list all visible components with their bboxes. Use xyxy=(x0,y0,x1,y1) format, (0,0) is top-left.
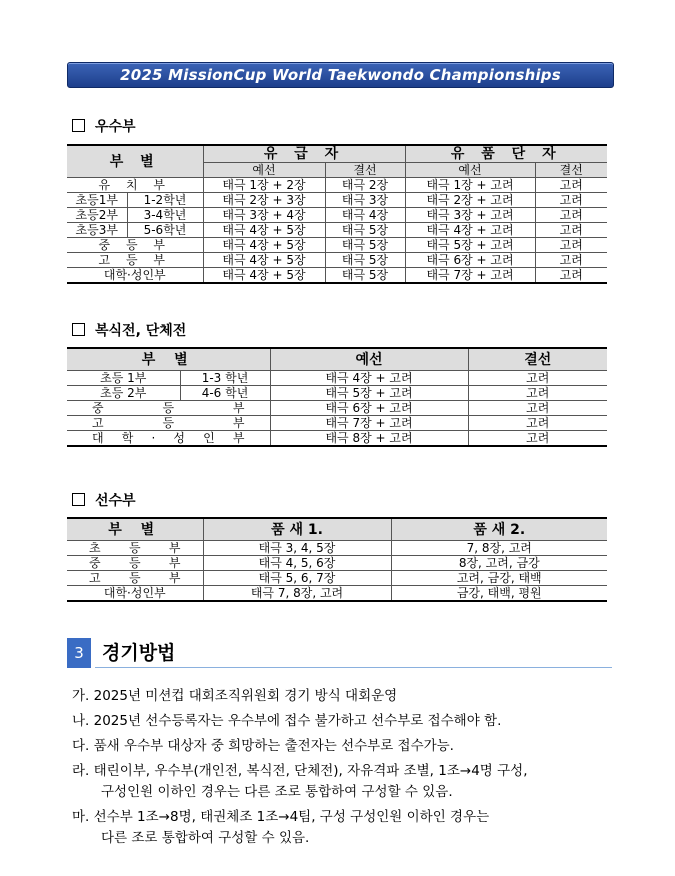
kyu-final-cell: 태극 4장 xyxy=(325,208,405,223)
division-cell: 대 학 · 성 인 부 xyxy=(67,431,270,447)
dan-final-cell: 고려 xyxy=(535,223,607,238)
section-athlete-heading: 선수부 xyxy=(72,490,136,510)
final-cell: 고려 xyxy=(468,386,607,401)
prelim-cell: 태극 4장 + 고려 xyxy=(270,371,468,386)
division-cell: 고 등 부 xyxy=(67,253,203,268)
section-divider xyxy=(95,667,612,668)
header-dan-final: 결선 xyxy=(535,163,607,178)
kyu-final-cell: 태극 5장 xyxy=(325,223,405,238)
dan-final-cell: 고려 xyxy=(535,208,607,223)
dan-final-cell: 고려 xyxy=(535,238,607,253)
table-row xyxy=(67,541,607,556)
section-number-badge: 3 xyxy=(67,638,91,668)
poomsae-2-cell: 8장, 고려, 금강 xyxy=(391,556,607,571)
method-item-d: 라. 태린이부, 우수부(개인전, 복식전, 단체전), 자유격파 조별, 1조→4명 구성, xyxy=(72,763,528,779)
method-item-b: 나. 2025년 선수등록자는 우수부에 접수 불가하고 선수부로 접수해야 함. xyxy=(72,713,502,729)
header-division: 부 별 xyxy=(67,518,203,541)
dan-prelim-cell: 태극 4장 + 고려 xyxy=(405,223,535,238)
table-row xyxy=(67,268,607,284)
dan-prelim-cell: 태극 6장 + 고려 xyxy=(405,253,535,268)
division-cell: 초등3부 xyxy=(67,223,127,238)
division-cell: 초등 1부 xyxy=(67,371,180,386)
final-cell: 고려 xyxy=(468,371,607,386)
table-row xyxy=(67,178,607,193)
header-poomsae-2: 품 새 2. xyxy=(391,518,607,541)
prelim-cell: 태극 7장 + 고려 xyxy=(270,416,468,431)
prelim-cell: 태극 5장 + 고려 xyxy=(270,386,468,401)
banner-title: 2025 MissionCup World Taekwondo Championships xyxy=(120,66,561,84)
dan-prelim-cell: 태극 7장 + 고려 xyxy=(405,268,535,284)
grade-cell: 1-3 학년 xyxy=(180,371,270,386)
division-cell: 대학·성인부 xyxy=(67,586,203,602)
prelim-cell: 태극 6장 + 고려 xyxy=(270,401,468,416)
header-dan-prelim: 예선 xyxy=(405,163,535,178)
table-row xyxy=(67,208,607,223)
grade-cell: 4-6 학년 xyxy=(180,386,270,401)
table-row xyxy=(67,193,607,208)
athlete-division-table xyxy=(67,517,607,602)
dan-final-cell: 고려 xyxy=(535,193,607,208)
method-item-d-cont: 구성인원 이하인 경우는 다른 조로 통합하여 구성할 수 있음. xyxy=(101,784,453,800)
poomsae-2-cell: 7, 8장, 고려 xyxy=(391,541,607,556)
division-cell: 고 등 부 xyxy=(67,416,270,431)
title-banner xyxy=(67,62,614,88)
table-row xyxy=(67,416,607,431)
kyu-prelim-cell: 태극 3장 + 4장 xyxy=(203,208,325,223)
section-excellent-heading: 우수부 xyxy=(72,116,136,136)
dan-final-cell: 고려 xyxy=(535,253,607,268)
method-item-c: 다. 품새 우수부 대상자 중 희망하는 출전자는 선수부로 접수가능. xyxy=(72,738,454,754)
dan-final-cell: 고려 xyxy=(535,268,607,284)
header-kyu: 유 급 자 xyxy=(203,145,405,163)
kyu-final-cell: 태극 2장 xyxy=(325,178,405,193)
section-pair-team-heading: 복식전, 단체전 xyxy=(72,320,186,340)
header-dan: 유 품 단 자 xyxy=(405,145,607,163)
table-row xyxy=(67,386,607,401)
header-poomsae-1: 품 새 1. xyxy=(203,518,391,541)
kyu-final-cell: 태극 3장 xyxy=(325,193,405,208)
dan-prelim-cell: 태극 5장 + 고려 xyxy=(405,238,535,253)
dan-prelim-cell: 태극 3장 + 고려 xyxy=(405,208,535,223)
dan-prelim-cell: 태극 2장 + 고려 xyxy=(405,193,535,208)
checkbox-square-icon xyxy=(72,119,85,132)
poomsae-1-cell: 태극 4, 5, 6장 xyxy=(203,556,391,571)
table-row xyxy=(67,431,607,447)
table-row xyxy=(67,223,607,238)
grade-cell: 3-4학년 xyxy=(127,208,203,223)
checkbox-square-icon xyxy=(72,323,85,336)
division-cell: 중 등 부 xyxy=(67,401,270,416)
table-row xyxy=(67,586,607,602)
header-division: 부 별 xyxy=(67,145,203,178)
kyu-prelim-cell: 태극 4장 + 5장 xyxy=(203,223,325,238)
final-cell: 고려 xyxy=(468,431,607,447)
kyu-prelim-cell: 태극 2장 + 3장 xyxy=(203,193,325,208)
table-row xyxy=(67,571,607,586)
poomsae-1-cell: 태극 3, 4, 5장 xyxy=(203,541,391,556)
poomsae-2-cell: 고려, 금강, 태백 xyxy=(391,571,607,586)
kyu-prelim-cell: 태극 4장 + 5장 xyxy=(203,268,325,284)
poomsae-1-cell: 태극 7, 8장, 고려 xyxy=(203,586,391,602)
division-cell: 초등1부 xyxy=(67,193,127,208)
header-kyu-final: 결선 xyxy=(325,163,405,178)
header-kyu-prelim: 예선 xyxy=(203,163,325,178)
division-cell: 대학·성인부 xyxy=(67,268,203,284)
method-item-e: 마. 선수부 1조→8명, 태권체조 1조→4팀, 구성 구성인원 이하인 경우는 xyxy=(72,809,490,825)
final-cell: 고려 xyxy=(468,401,607,416)
section-title-method: 경기방법 xyxy=(102,642,176,664)
kyu-final-cell: 태극 5장 xyxy=(325,268,405,284)
grade-cell: 5-6학년 xyxy=(127,223,203,238)
prelim-cell: 태극 8장 + 고려 xyxy=(270,431,468,447)
header-prelim: 예선 xyxy=(270,348,468,371)
excellent-division-table xyxy=(67,144,607,284)
header-division: 부 별 xyxy=(67,348,270,371)
header-final: 결선 xyxy=(468,348,607,371)
dan-final-cell: 고려 xyxy=(535,178,607,193)
division-cell: 중 등 부 xyxy=(67,238,203,253)
method-item-a: 가. 2025년 미션컵 대회조직위원회 경기 방식 대회운영 xyxy=(72,688,398,704)
poomsae-2-cell: 금강, 태백, 평원 xyxy=(391,586,607,602)
table-row xyxy=(67,238,607,253)
kyu-final-cell: 태극 5장 xyxy=(325,238,405,253)
division-cell: 초등2부 xyxy=(67,208,127,223)
kyu-prelim-cell: 태극 4장 + 5장 xyxy=(203,253,325,268)
kyu-prelim-cell: 태극 4장 + 5장 xyxy=(203,238,325,253)
checkbox-square-icon xyxy=(72,493,85,506)
table-row xyxy=(67,253,607,268)
poomsae-1-cell: 태극 5, 6, 7장 xyxy=(203,571,391,586)
division-cell: 중 등 부 xyxy=(67,556,203,571)
division-cell: 유 치 부 xyxy=(67,178,203,193)
method-item-e-cont: 다른 조로 통합하여 구성할 수 있음. xyxy=(101,830,310,846)
dan-prelim-cell: 태극 1장 + 고려 xyxy=(405,178,535,193)
table-row xyxy=(67,556,607,571)
pair-team-table xyxy=(67,347,607,447)
kyu-prelim-cell: 태극 1장 + 2장 xyxy=(203,178,325,193)
kyu-final-cell: 태극 5장 xyxy=(325,253,405,268)
grade-cell: 1-2학년 xyxy=(127,193,203,208)
division-cell: 고 등 부 xyxy=(67,571,203,586)
final-cell: 고려 xyxy=(468,416,607,431)
table-row xyxy=(67,371,607,386)
table-row xyxy=(67,401,607,416)
division-cell: 초 등 부 xyxy=(67,541,203,556)
division-cell: 초등 2부 xyxy=(67,386,180,401)
